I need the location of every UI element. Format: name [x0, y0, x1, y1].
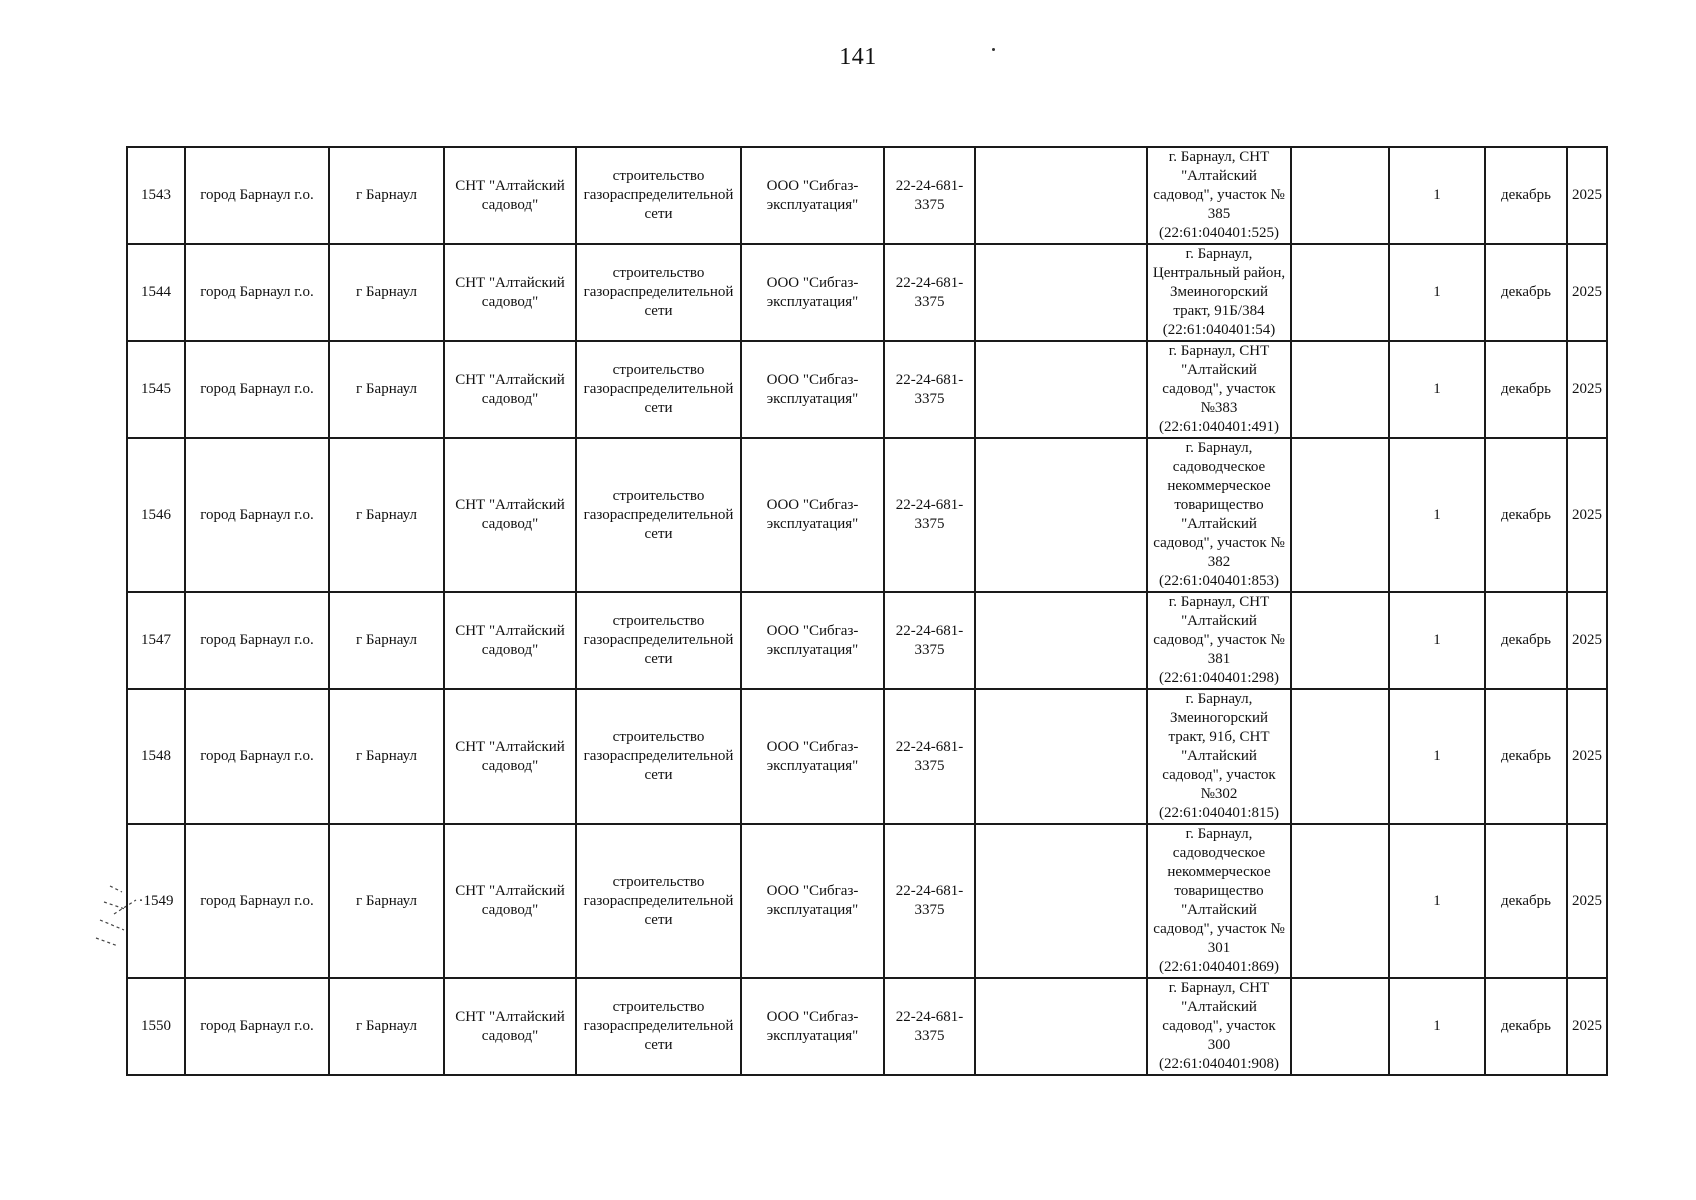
empty-cell [975, 689, 1147, 824]
month-cell: декабрь [1485, 244, 1567, 341]
district-cell: город Барнаул г.о. [185, 438, 329, 592]
organization-cell: СНТ "Алтайский садовод" [444, 244, 576, 341]
city-cell: г Барнаул [329, 824, 444, 978]
month-cell: декабрь [1485, 689, 1567, 824]
empty-cell [975, 244, 1147, 341]
contractor-cell: ООО "Сибгаз-эксплуатация" [741, 438, 884, 592]
empty-cell [975, 438, 1147, 592]
city-cell: г Барнаул [329, 978, 444, 1075]
table-row [127, 244, 1607, 341]
empty-cell [1291, 978, 1389, 1075]
row-number-cell: 1547 [127, 592, 185, 689]
quantity-cell: 1 [1389, 689, 1485, 824]
empty-cell [975, 592, 1147, 689]
district-cell: город Барнаул г.о. [185, 244, 329, 341]
district-cell: город Барнаул г.о. [185, 147, 329, 244]
year-cell: 2025 [1567, 244, 1607, 341]
month-cell: декабрь [1485, 438, 1567, 592]
district-cell: город Барнаул г.о. [185, 341, 329, 438]
empty-cell [1291, 592, 1389, 689]
scan-speck [992, 48, 995, 51]
organization-cell: СНТ "Алтайский садовод" [444, 147, 576, 244]
month-cell: декабрь [1485, 824, 1567, 978]
code-cell: 22-24-681-3375 [884, 147, 975, 244]
year-cell: 2025 [1567, 147, 1607, 244]
code-cell: 22-24-681-3375 [884, 978, 975, 1075]
row-number-cell: 1543 [127, 147, 185, 244]
row-number-cell: 1545 [127, 341, 185, 438]
quantity-cell: 1 [1389, 244, 1485, 341]
year-cell: 2025 [1567, 824, 1607, 978]
year-cell: 2025 [1567, 341, 1607, 438]
contractor-cell: ООО "Сибгаз-эксплуатация" [741, 147, 884, 244]
work-type-cell: строительство газораспределительной сети [576, 978, 741, 1075]
work-type-cell: строительство газораспределительной сети [576, 438, 741, 592]
organization-cell: СНТ "Алтайский садовод" [444, 689, 576, 824]
month-cell: декабрь [1485, 978, 1567, 1075]
district-cell: город Барнаул г.о. [185, 592, 329, 689]
work-type-cell: строительство газораспределительной сети [576, 341, 741, 438]
code-cell: 22-24-681-3375 [884, 244, 975, 341]
address-cell: г. Барнаул, садоводческое некоммерческое товарищество "Алтайский садовод", участок № 301 (22:61:040401:869) [1147, 824, 1291, 978]
work-type-cell: строительство газораспределительной сети [576, 689, 741, 824]
address-cell: г. Барнаул, садоводческое некоммерческое товарищество "Алтайский садовод", участок № 382 (22:61:040401:853) [1147, 438, 1291, 592]
table-row [127, 824, 1607, 978]
row-number-cell: 1546 [127, 438, 185, 592]
empty-cell [1291, 438, 1389, 592]
contractor-cell: ООО "Сибгаз-эксплуатация" [741, 244, 884, 341]
contractor-cell: ООО "Сибгаз-эксплуатация" [741, 592, 884, 689]
organization-cell: СНТ "Алтайский садовод" [444, 341, 576, 438]
month-cell: декабрь [1485, 341, 1567, 438]
year-cell: 2025 [1567, 592, 1607, 689]
code-cell: 22-24-681-3375 [884, 341, 975, 438]
address-cell: г. Барнаул, Змеиногорский тракт, 91б, СНТ "Алтайский садовод", участок №302 (22:61:040401:815) [1147, 689, 1291, 824]
quantity-cell: 1 [1389, 978, 1485, 1075]
table-row [127, 147, 1607, 244]
year-cell: 2025 [1567, 978, 1607, 1075]
city-cell: г Барнаул [329, 341, 444, 438]
organization-cell: СНТ "Алтайский садовод" [444, 438, 576, 592]
row-number-cell: 1548 [127, 689, 185, 824]
registry-table [126, 146, 1608, 1076]
address-cell: г. Барнаул, СНТ "Алтайский садовод", участок 300 (22:61:040401:908) [1147, 978, 1291, 1075]
work-type-cell: строительство газораспределительной сети [576, 592, 741, 689]
quantity-cell: 1 [1389, 147, 1485, 244]
code-cell: 22-24-681-3375 [884, 689, 975, 824]
address-cell: г. Барнаул, СНТ "Алтайский садовод", участок № 381 (22:61:040401:298) [1147, 592, 1291, 689]
city-cell: г Барнаул [329, 592, 444, 689]
code-cell: 22-24-681-3375 [884, 592, 975, 689]
empty-cell [1291, 689, 1389, 824]
city-cell: г Барнаул [329, 689, 444, 824]
row-number-cell: ·1549 [127, 824, 185, 978]
code-cell: 22-24-681-3375 [884, 824, 975, 978]
empty-cell [975, 824, 1147, 978]
empty-cell [1291, 824, 1389, 978]
year-cell: 2025 [1567, 438, 1607, 592]
work-type-cell: строительство газораспределительной сети [576, 824, 741, 978]
address-cell: г. Барнаул, СНТ "Алтайский садовод", участок № 385 (22:61:040401:525) [1147, 147, 1291, 244]
table-row [127, 689, 1607, 824]
city-cell: г Барнаул [329, 147, 444, 244]
work-type-cell: строительство газораспределительной сети [576, 147, 741, 244]
contractor-cell: ООО "Сибгаз-эксплуатация" [741, 341, 884, 438]
row-number-cell: 1550 [127, 978, 185, 1075]
district-cell: город Барнаул г.о. [185, 978, 329, 1075]
year-cell: 2025 [1567, 689, 1607, 824]
table-row [127, 438, 1607, 592]
contractor-cell: ООО "Сибгаз-эксплуатация" [741, 978, 884, 1075]
address-cell: г. Барнаул, Центральный район, Змеиногорский тракт, 91Б/384 (22:61:040401:54) [1147, 244, 1291, 341]
empty-cell [975, 978, 1147, 1075]
month-cell: декабрь [1485, 147, 1567, 244]
address-cell: г. Барнаул, СНТ "Алтайский садовод", участок №383 (22:61:040401:491) [1147, 341, 1291, 438]
quantity-cell: 1 [1389, 824, 1485, 978]
month-cell: декабрь [1485, 592, 1567, 689]
quantity-cell: 1 [1389, 592, 1485, 689]
table-row [127, 978, 1607, 1075]
empty-cell [1291, 341, 1389, 438]
quantity-cell: 1 [1389, 438, 1485, 592]
table-row [127, 341, 1607, 438]
contractor-cell: ООО "Сибгаз-эксплуатация" [741, 824, 884, 978]
organization-cell: СНТ "Алтайский садовод" [444, 592, 576, 689]
district-cell: город Барнаул г.о. [185, 689, 329, 824]
empty-cell [1291, 244, 1389, 341]
organization-cell: СНТ "Алтайский садовод" [444, 978, 576, 1075]
page-number: 141 [839, 44, 877, 70]
district-cell: город Барнаул г.о. [185, 824, 329, 978]
contractor-cell: ООО "Сибгаз-эксплуатация" [741, 689, 884, 824]
empty-cell [975, 341, 1147, 438]
city-cell: г Барнаул [329, 438, 444, 592]
empty-cell [975, 147, 1147, 244]
row-number-cell: 1544 [127, 244, 185, 341]
organization-cell: СНТ "Алтайский садовод" [444, 824, 576, 978]
empty-cell [1291, 147, 1389, 244]
table-row [127, 592, 1607, 689]
city-cell: г Барнаул [329, 244, 444, 341]
code-cell: 22-24-681-3375 [884, 438, 975, 592]
work-type-cell: строительство газораспределительной сети [576, 244, 741, 341]
quantity-cell: 1 [1389, 341, 1485, 438]
